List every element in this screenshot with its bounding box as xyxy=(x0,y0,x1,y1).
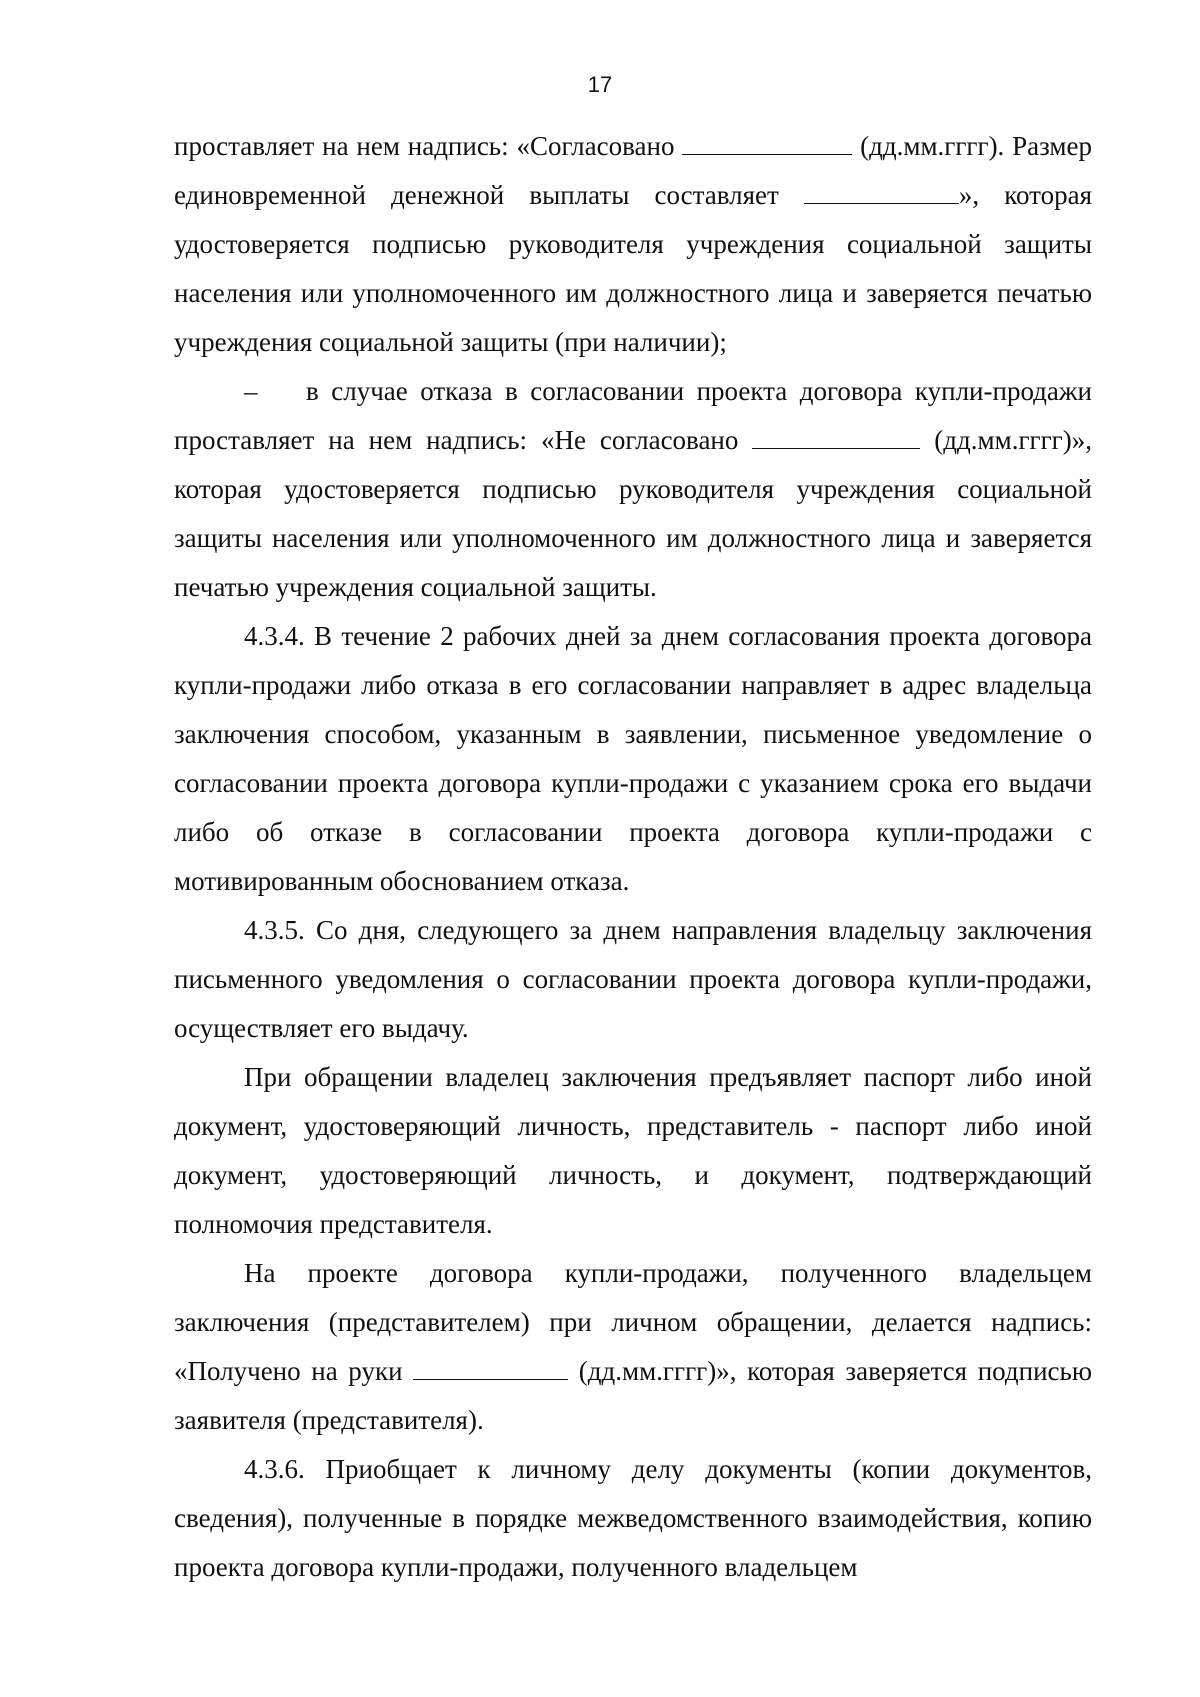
date-blank-line xyxy=(413,1357,568,1380)
document-body xyxy=(174,122,1092,1592)
received-note-text-b: (дд.мм.гггг)», которая заверяется подписью заявителя (представителя). xyxy=(174,1356,1092,1435)
approval-note-text-c: », которая удостоверяется подписью руководителя учреждения социальной защиты населения или уполномоченного им должностного лица и заверяется печатью учреждения социальной защиты (при наличии); xyxy=(174,180,1092,357)
amount-blank-line xyxy=(804,181,959,204)
refusal-note-text-b: (дд.мм.гггг)», которая удостоверяется подписью руководителя учреждения социальной защиты населения или уполномоченного им должностного лица и заверяется печатью учреждения социальной защиты. xyxy=(174,425,1092,602)
approval-note-text-a: проставляет на нем надпись: «Согласовано xyxy=(174,131,683,161)
page-number: 17 xyxy=(587,72,613,97)
date-blank-line xyxy=(682,132,852,155)
date-blank-line xyxy=(752,426,920,449)
paragraph-4-3-4: 4.3.4. В течение 2 рабочих дней за днем согласования проекта договора купли-продажи либо отказа в его согласовании направляет в адрес владельца заключения способом, указанным в заявлении, письменное уведомление о согласовании проекта договора купли-продажи с указанием срока его выдачи либо об отказе в согласовании проекта договора купли-продажи с мотивированным обоснованием отказа. xyxy=(174,621,1092,896)
paragraph-4-3-6: 4.3.6. Приобщает к личному делу документы (копии документов, сведения), полученные в порядке межведомственного взаимодействия, копию проекта договора купли-продажи, полученного владельцем xyxy=(174,1454,1092,1582)
paragraph-4-3-5: 4.3.5. Со дня, следующего за днем направления владельцу заключения письменного уведомления о согласовании проекта договора купли-продажи, осуществляет его выдачу. xyxy=(174,915,1092,1043)
approval-note-text-b: (дд.мм.гггг). Размер единовременной денежной выплаты составляет xyxy=(174,131,1093,210)
paragraph-received-note xyxy=(174,1249,1092,1445)
paragraph-approval-note xyxy=(174,122,1092,367)
list-dash: – xyxy=(244,376,258,406)
received-note-text-a: На проекте договора купли-продажи, полученного владельцем заключения (представителем) при личном обращении, делается надпись: «Получено на руки xyxy=(174,1258,1092,1386)
paragraph-refusal-note xyxy=(174,367,1092,612)
refusal-note-text-a: в случае отказа в согласовании проекта договора купли-продажи проставляет на нем надпись: «Не согласовано xyxy=(174,376,1092,455)
paragraph-identity-documents: При обращении владелец заключения предъявляет паспорт либо иной документ, удостоверяющий личность, представитель - паспорт либо иной документ, удостоверяющий личность, и документ, подтверждающий полномочия представителя. xyxy=(174,1062,1092,1239)
